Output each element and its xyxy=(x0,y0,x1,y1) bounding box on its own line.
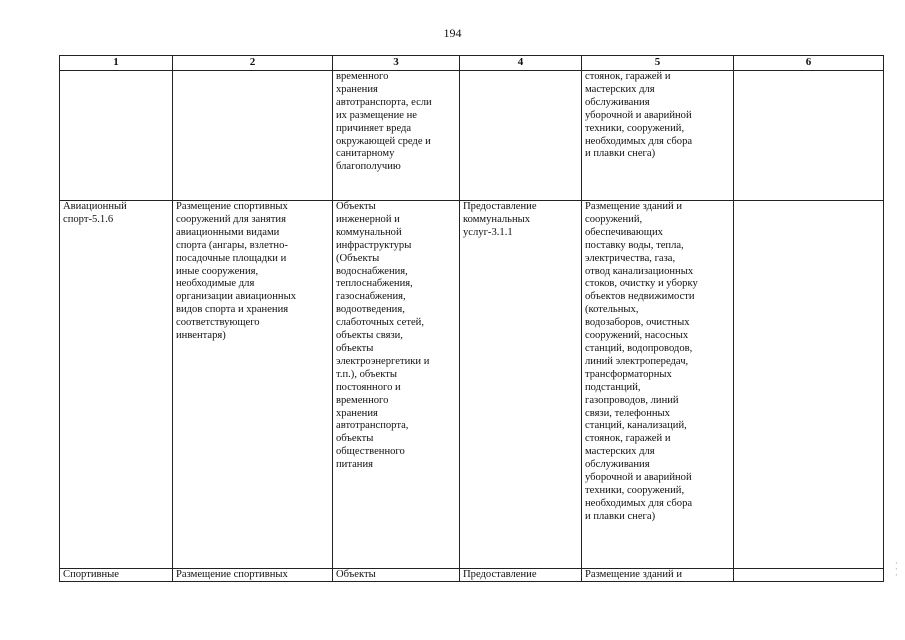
cell-text: Предоставление xyxy=(463,569,537,580)
column-header-2: 2 xyxy=(173,56,333,71)
table-cell xyxy=(173,569,333,582)
scan-margin-mark: ▪ ▪ ▪ xyxy=(894,560,899,577)
table-cell xyxy=(173,71,333,201)
cell-text: Размещение спортивных xyxy=(176,569,288,580)
table-cell xyxy=(333,71,460,201)
table-row xyxy=(60,71,884,201)
column-header-3: 3 xyxy=(333,56,460,71)
table-cell xyxy=(734,201,884,569)
table-row xyxy=(60,569,884,582)
cell-text: Авиационный спорт-5.1.6 xyxy=(63,201,127,225)
page-number: 194 xyxy=(443,26,462,40)
column-header-6: 6 xyxy=(734,56,884,71)
regulations-table xyxy=(59,55,884,582)
cell-text: Предоставление коммунальных услуг-3.1.1 xyxy=(463,201,537,238)
cell-text: Размещение зданий и xyxy=(585,569,682,580)
table-cell xyxy=(582,569,734,582)
table-cell xyxy=(460,569,582,582)
table-cell xyxy=(60,569,173,582)
table-row xyxy=(60,201,884,569)
table-header-row xyxy=(60,56,884,71)
cell-text: Объекты инженерной и коммунальной инфраструктуры (Объекты водоснабжения, теплоснабжения, газоснабжения, водоотведения, слаботочных сетей, объекты связи, объекты электроэнергетики и т.п.), объекты постоянного и временного хранения автотранспорта, объекты общественного питания xyxy=(336,201,430,471)
column-header-5: 5 xyxy=(582,56,734,71)
cell-text: временного хранения автотранспорта, если их размещение не причиняет вреда окружающей среде и санитарному благополучию xyxy=(336,71,432,173)
table-cell xyxy=(333,569,460,582)
cell-text: Спортивные xyxy=(63,569,119,580)
table-cell xyxy=(734,569,884,582)
table-cell xyxy=(460,201,582,569)
table-cell xyxy=(582,201,734,569)
table-cell xyxy=(333,201,460,569)
cell-text: Размещение спортивных сооружений для занятия авиационными видами спорта (ангары, взлетно- посадочные площадки и иные сооружения, необходимые для организации авиационных видов спорта и хранения соответствующего инвентаря) xyxy=(176,201,296,342)
cell-text: Размещение зданий и сооружений, обеспечивающих поставку воды, тепла, электричества, газа, отвод канализационных стоков, очистку и уборку объектов недвижимости (котельных, водозаборов, очистных сооружений, насосных станций, водопроводов, линий электропередач, трансформаторных подстанций, газопроводов, линий связи, телефонных станций, канализаций, стоянок, гаражей и мастерских для обслуживания уборочной и аварийной техники, сооружений, необходимых для сбора и плавки снега) xyxy=(585,201,698,522)
table-cell xyxy=(460,71,582,201)
column-header-4: 4 xyxy=(460,56,582,71)
table-cell xyxy=(173,201,333,569)
cell-text: Объекты xyxy=(336,569,376,580)
cell-text xyxy=(737,569,880,581)
table-cell xyxy=(60,201,173,569)
cell-text: стоянок, гаражей и мастерских для обслуживания уборочной и аварийной техники, сооружений, необходимых для сбора и плавки снега) xyxy=(585,71,693,160)
table-cell xyxy=(60,71,173,201)
table-cell xyxy=(582,71,734,201)
column-header-1: 1 xyxy=(60,56,173,71)
table-cell xyxy=(734,71,884,201)
